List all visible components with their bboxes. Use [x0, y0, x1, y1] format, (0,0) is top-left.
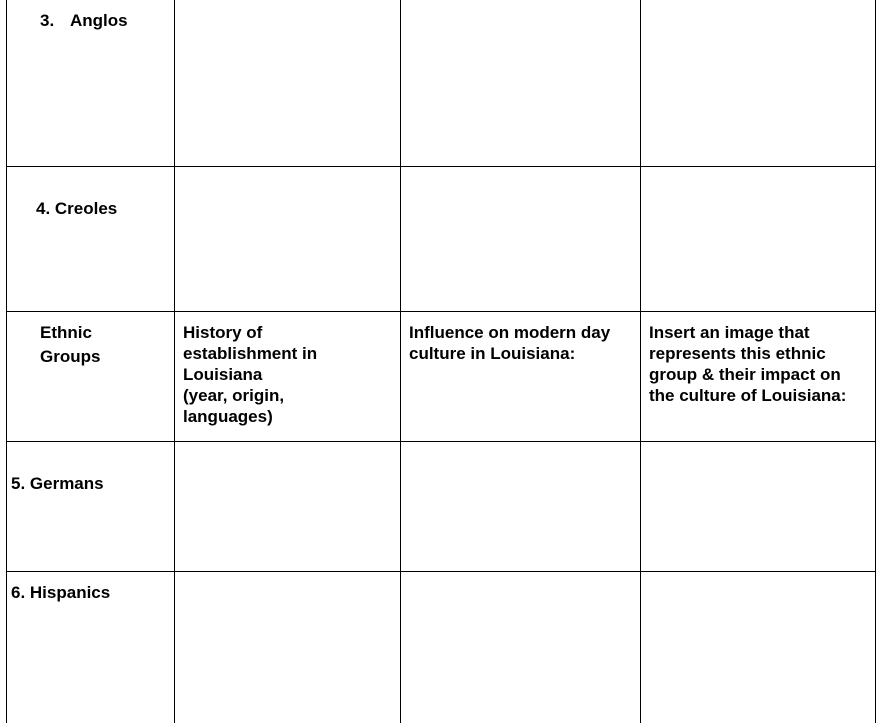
- row-label-anglos: [40, 9, 128, 33]
- row-text-anglos: Anglos: [70, 11, 128, 30]
- cell-germans-image[interactable]: [641, 442, 875, 571]
- header-influence: [409, 322, 610, 364]
- cell-hispanics-influence[interactable]: [401, 572, 640, 723]
- header-history-line: History of: [183, 323, 263, 342]
- table-border-right: [875, 0, 876, 723]
- cell-hispanics-history[interactable]: [175, 572, 400, 723]
- header-ethnic-line2: Groups: [40, 347, 101, 366]
- cell-anglos-history[interactable]: [175, 1, 400, 166]
- cell-germans-influence[interactable]: [401, 442, 640, 571]
- cell-creoles-influence[interactable]: [401, 167, 640, 311]
- header-image-line: group & their impact on: [649, 365, 841, 384]
- cell-anglos-influence[interactable]: [401, 1, 640, 166]
- header-image-line: the culture of Louisiana:: [649, 386, 847, 405]
- row-number-anglos: 3.: [40, 11, 55, 30]
- header-history-line: languages): [183, 407, 273, 426]
- header-influence-line: culture in Louisiana:: [409, 344, 576, 363]
- header-image: [649, 322, 846, 406]
- cell-hispanics-image[interactable]: [641, 572, 875, 723]
- cell-anglos-image[interactable]: [641, 1, 875, 166]
- header-history-line: Louisiana: [183, 365, 263, 384]
- header-ethnic-line1: Ethnic: [40, 323, 92, 342]
- header-influence-line: Influence on modern day: [409, 323, 611, 342]
- header-history-line: (year, origin,: [183, 386, 285, 405]
- header-history-line: establishment in: [183, 344, 318, 363]
- row-label-germans: 5. Germans: [11, 474, 104, 493]
- cell-germans-history[interactable]: [175, 442, 400, 571]
- row-divider-2: [6, 311, 876, 312]
- cell-creoles-history[interactable]: [175, 167, 400, 311]
- header-history: [183, 322, 317, 427]
- row-label-hispanics: 6. Hispanics: [11, 583, 111, 602]
- row-label-creoles: 4. Creoles: [36, 199, 118, 218]
- table-border-left: [6, 0, 7, 723]
- header-image-line: represents this ethnic: [649, 344, 826, 363]
- header-image-line: Insert an image that: [649, 323, 810, 342]
- cell-creoles-image[interactable]: [641, 167, 875, 311]
- header-ethnic-groups: [40, 321, 100, 369]
